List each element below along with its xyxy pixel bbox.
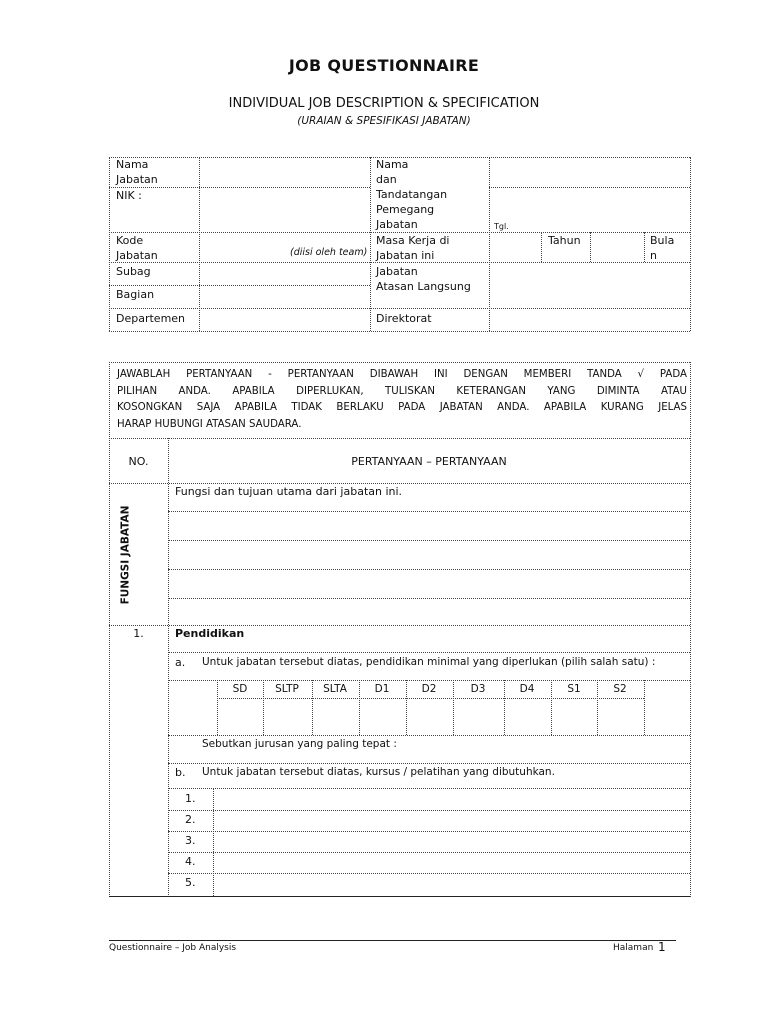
instruction-line-1: JAWABLAH PERTANYAAN - PERTANYAAN DIBAWAH INI DENGAN MEMBERI TANDA √ PADA [117, 369, 687, 380]
course-number-1: 1. [185, 792, 196, 805]
course-number-4: 4. [185, 855, 196, 868]
edu-s1: S1 [567, 683, 581, 695]
no-column-header: NO. [128, 455, 149, 468]
instruction-line-3: KOSONGKAN SAJA APABILA TIDAK BERLAKU PADA JABATAN ANDA. APABILA KURANG JELAS [117, 402, 687, 413]
footer-page-label: Halaman [613, 943, 654, 953]
course-field-3[interactable] [214, 832, 689, 851]
course-field-1[interactable] [214, 789, 689, 809]
edu-slta-checkbox[interactable] [313, 699, 358, 734]
nama-ttd-label-3: Tandatangan [376, 188, 448, 201]
signature-field[interactable] [490, 188, 689, 232]
document-title: JOB QUESTIONNAIRE [288, 56, 480, 75]
footer-left: Questionnaire – Job Analysis [109, 943, 237, 953]
document-subtitle-translation: (URAIAN & SPESIFIKASI JABATAN) [297, 115, 471, 127]
course-number-2: 2. [185, 813, 196, 826]
jabatan-atasan-label-2: Atasan Langsung [376, 280, 471, 293]
nama-jabatan-field[interactable] [200, 158, 369, 187]
edu-s2: S2 [613, 683, 627, 695]
edu-d3: D3 [470, 683, 486, 695]
edu-d3-checkbox[interactable] [454, 699, 503, 734]
q1a-text: Untuk jabatan tersebut diatas, pendidikan minimal yang diperlukan (pilih salah satu) : [202, 656, 656, 668]
jurusan-field[interactable] [400, 736, 689, 762]
course-field-2[interactable] [214, 811, 689, 830]
tahun-label: Tahun [548, 234, 581, 247]
q1-title: Pendidikan [175, 627, 245, 640]
nama-field[interactable] [490, 158, 689, 187]
course-field-4[interactable] [214, 853, 689, 872]
edu-d2: D2 [421, 683, 437, 695]
q1-number: 1. [133, 627, 144, 640]
edu-d1-checkbox[interactable] [360, 699, 405, 734]
q1b-label: b. [175, 766, 186, 779]
document-subtitle: INDIVIDUAL JOB DESCRIPTION & SPECIFICATION [228, 96, 540, 111]
direktorat-field[interactable] [490, 309, 689, 331]
edu-s2-checkbox[interactable] [598, 699, 643, 734]
instruction-line-4: HARAP HUBUNGI ATASAN SAUDARA. [117, 418, 302, 430]
q1b-text: Untuk jabatan tersebut diatas, kursus / pelatihan yang dibutuhkan. [202, 766, 555, 778]
q1a-label: a. [175, 656, 186, 669]
kode-jabatan-field[interactable] [200, 233, 369, 262]
departemen-label: Departemen [116, 312, 186, 325]
kode-jabatan-label-2: Jabatan [116, 249, 158, 262]
edu-d2-checkbox[interactable] [407, 699, 452, 734]
nama-ttd-label-5: Jabatan [376, 218, 418, 231]
bulan-label: Bula [650, 234, 675, 247]
jabatan-atasan-field[interactable] [490, 263, 689, 308]
footer-page-number: 1 [658, 940, 666, 954]
subag-field[interactable] [200, 263, 369, 285]
tahun-field[interactable] [490, 233, 540, 262]
nama-jabatan-label: Nama [116, 158, 149, 171]
footer-rule [109, 940, 676, 941]
fungsi-jabatan-label: FUNGSI JABATAN [119, 505, 131, 604]
edu-d4-checkbox[interactable] [505, 699, 550, 734]
bulan-field[interactable] [591, 233, 643, 262]
edu-d1: D1 [374, 683, 390, 695]
course-number-3: 3. [185, 834, 196, 847]
fungsi-question: Fungsi dan tujuan utama dari jabatan ini. [175, 485, 403, 498]
nik-label: NIK : [116, 189, 142, 202]
nama-ttd-label-4: Pemegang [376, 203, 435, 216]
instruction-line-2: PILIHAN ANDA. APABILA DIPERLUKAN, TULISKAN KETERANGAN YANG DIMINTA ATAU [117, 385, 687, 397]
departemen-field[interactable] [200, 309, 369, 331]
tgl-label: Tgl. [494, 222, 509, 231]
edu-s1-checkbox[interactable] [552, 699, 596, 734]
nama-ttd-label-2: dan [376, 173, 397, 186]
bulan-label-2: n [650, 249, 657, 262]
course-number-5: 5. [185, 876, 196, 889]
masa-kerja-label: Masa Kerja di [376, 234, 450, 247]
edu-slta: SLTA [323, 683, 347, 695]
bagian-label: Bagian [116, 288, 155, 301]
course-field-5[interactable] [214, 874, 689, 895]
fungsi-answer-area[interactable] [169, 512, 689, 625]
pertanyaan-column-header: PERTANYAAN – PERTANYAAN [351, 455, 507, 468]
jabatan-atasan-label: Jabatan [376, 265, 418, 278]
edu-sd: SD [232, 683, 248, 695]
masa-kerja-label-2: Jabatan ini [376, 249, 435, 262]
kode-jabatan-label: Kode [116, 234, 144, 247]
direktorat-label: Direktorat [376, 312, 432, 325]
nama-jabatan-label-2: Jabatan [116, 173, 158, 186]
edu-sltp-checkbox[interactable] [264, 699, 311, 734]
subag-label: Subag [116, 265, 151, 278]
edu-sd-checkbox[interactable] [218, 699, 262, 734]
diisi-oleh-team-note: (diisi oleh team) [290, 247, 368, 258]
edu-d4: D4 [519, 683, 535, 695]
nama-ttd-label-1: Nama [376, 158, 409, 171]
nik-field[interactable] [200, 188, 369, 232]
edu-sltp: SLTP [275, 683, 299, 695]
bagian-field[interactable] [200, 286, 369, 308]
jurusan-label: Sebutkan jurusan yang paling tepat : [202, 738, 397, 750]
